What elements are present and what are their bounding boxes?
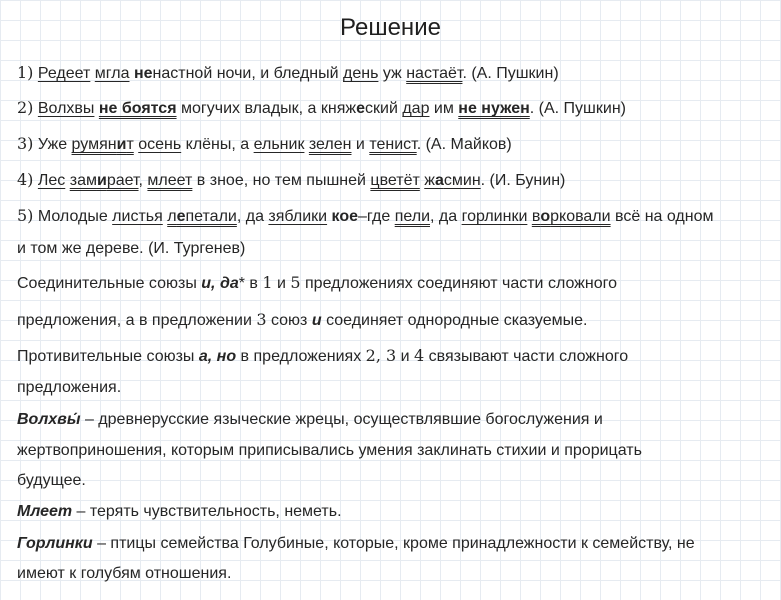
- sentence-1: 1) Редеет мгла ненастной ночи, и бледный день уж настаёт. (А. Пушкин): [17, 63, 559, 82]
- glossary-volkhvy-line3: будущее.: [17, 472, 86, 489]
- predicate: не нужен: [458, 100, 530, 117]
- subject: ельник: [253, 136, 305, 153]
- predicate: не боятся: [98, 100, 177, 117]
- sentence-2: 2) Волхвы не боятся могучих владык, а княжеский дар им не нужен. (А. Пушкин): [17, 98, 626, 117]
- paragraph-adversative: Противительные союзы а, но в предложениях 2, 3 и 4 связывают части сложного: [17, 346, 629, 365]
- predicate: зелен: [308, 136, 352, 153]
- subject: осень: [138, 136, 182, 153]
- predicate: млеет: [147, 172, 193, 189]
- sentence-number: 3): [17, 134, 34, 153]
- glossary-gorlinki: Горлинки – птицы семейства Голубиные, которые, кроме принадлежности к семейству, не: [17, 535, 695, 552]
- sentence-number: 2): [17, 98, 34, 117]
- subject: горлинки: [461, 208, 528, 225]
- predicate: пели: [394, 208, 431, 225]
- sentence-number: 4): [17, 170, 34, 189]
- bold-letters: е: [356, 100, 365, 117]
- glossary-term: Волхвы́: [17, 411, 81, 428]
- subject: жасмин: [424, 172, 481, 189]
- subject: Лес: [37, 172, 66, 189]
- sentence-number: 5): [17, 206, 34, 225]
- predicate: румянит: [71, 136, 134, 153]
- page-title: Решение: [340, 14, 441, 41]
- sentence-3: 3) Уже румянит осень клёны, а ельник зелен и тенист. (А. Майков): [17, 134, 512, 153]
- sentence-5: 5) Молодые листья лепетали, да зяблики кое–где пели, да горлинки ворковали всё на одном: [17, 206, 714, 225]
- subject: листья: [112, 208, 163, 225]
- glossary-term: Млеет: [17, 503, 73, 520]
- subject: зяблики: [268, 208, 328, 225]
- predicate: замирает: [69, 172, 139, 189]
- glossary-volkhvy-line2: жертвоприношения, которым приписывались умения заклинать стихии и прорицать: [17, 442, 642, 459]
- predicate: настаёт: [406, 65, 463, 82]
- glossary-mleet: Млеет – терять чувствительность, неметь.: [17, 503, 342, 520]
- sentence-5-continued: и том же дереве. (И. Тургенев): [17, 240, 246, 257]
- paragraph-connective: Соединительные союзы и, да* в 1 и 5 предложениях соединяют части сложного: [17, 273, 617, 292]
- predicate: цветёт: [370, 172, 420, 189]
- predicate: ворковали: [531, 208, 611, 225]
- sentence-number: 1): [17, 63, 34, 82]
- bold-letters: кое: [331, 208, 358, 225]
- glossary-volkhvy: Волхвы́ – древнерусские языческие жрецы, осуществлявшие богослужения и: [17, 411, 603, 428]
- glossary-term: Горлинки: [17, 535, 93, 552]
- paragraph-connective-line2: предложения, а в предложении 3 союз и соединяет однородные сказуемые.: [17, 310, 588, 329]
- subject: мгла: [94, 65, 130, 82]
- subject: Редеет: [37, 65, 91, 82]
- bold-letters: не: [133, 65, 153, 82]
- subject: Волхвы: [37, 100, 95, 117]
- sentence-4: 4) Лес замирает, млеет в зное, но тем пышней цветёт жасмин. (И. Бунин): [17, 170, 566, 189]
- paragraph-adversative-line2: предложения.: [17, 379, 122, 396]
- predicate: тенист: [369, 136, 417, 153]
- subject: дар: [402, 100, 430, 117]
- subject: день: [343, 65, 379, 82]
- predicate: лепетали: [167, 208, 237, 225]
- glossary-gorlinki-line2: имеют к голубям отношения.: [17, 565, 232, 582]
